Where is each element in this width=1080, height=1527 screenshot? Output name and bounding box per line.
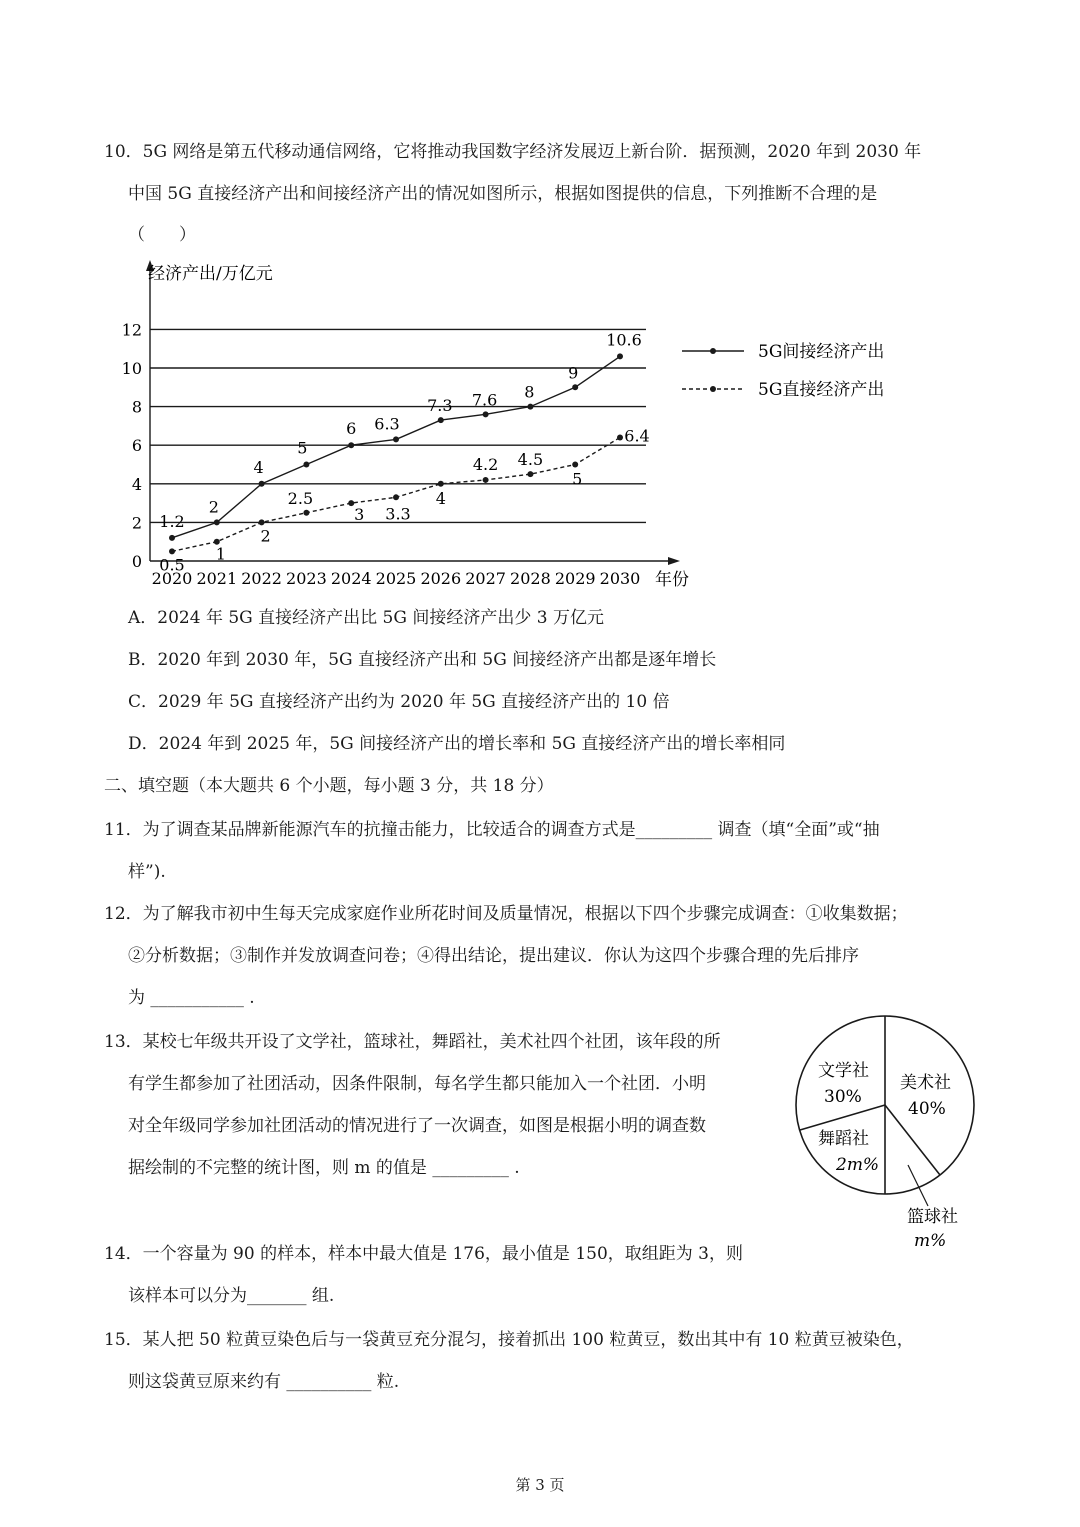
data-label: 4.5 [517, 450, 544, 470]
q10-option-a: A．2024 年 5G 直接经济产出比 5G 间接经济产出少 3 万亿元 [128, 608, 604, 628]
q13-line2: 有学生都参加了社团活动，因条件限制，每名学生都只能加入一个社团．小明 [128, 1074, 706, 1094]
q10-answer-paren: （ ） [128, 225, 196, 245]
data-point [259, 481, 265, 487]
chart-x-axis-label: 年份 [655, 570, 689, 590]
data-label: 2.5 [287, 488, 314, 508]
data-point [483, 477, 489, 483]
data-label: 6.4 [624, 426, 650, 446]
data-point [617, 353, 623, 359]
data-label: 1.2 [159, 511, 185, 531]
data-label: 0.5 [159, 555, 185, 575]
pie-value-art: 40% [908, 1099, 946, 1119]
q13-line4: 据绘制的不完整的统计图，则 m 的值是 _________ . [128, 1158, 520, 1178]
data-point [617, 434, 623, 440]
x-tick-label: 2025 [375, 569, 417, 588]
data-point [572, 384, 578, 390]
pie-value-dance: 2m% [836, 1155, 880, 1175]
q11-line2: 样”). [128, 862, 166, 882]
data-point [303, 462, 309, 468]
data-point [527, 471, 533, 477]
data-label: 2 [260, 526, 271, 546]
data-point [438, 481, 444, 487]
y-tick-label: 8 [131, 397, 142, 417]
pie-chart [790, 1010, 990, 1255]
y-tick-label: 6 [131, 436, 142, 456]
data-label: 6 [346, 419, 357, 439]
x-tick-label: 2029 [554, 569, 596, 588]
pie-leader-line [908, 1165, 928, 1206]
y-tick-label: 12 [121, 320, 142, 340]
data-label: 4.2 [472, 454, 499, 474]
data-point [483, 411, 489, 417]
q10-line2: 中国 5G 直接经济产出和间接经济产出的情况如图所示，根据如图提供的信息，下列推断不合理的是 [128, 184, 878, 204]
q13-line1: 13．某校七年级共开设了文学社，篮球社，舞蹈社，美术社四个社团，该年段的所 [104, 1032, 721, 1052]
data-label: 4 [435, 488, 446, 508]
q12-line3: 为 ___________ . [128, 988, 255, 1008]
data-point [572, 462, 578, 468]
q14-line2: 该样本可以分为_______ 组. [128, 1286, 335, 1306]
data-point [169, 548, 175, 554]
data-label: 7.6 [471, 390, 498, 410]
pie-label-literature: 文学社 [818, 1061, 869, 1081]
legend-label: 5G间接经济产出 [758, 342, 885, 362]
data-point [214, 519, 220, 525]
x-tick-label: 2030 [599, 569, 641, 588]
data-label: 2 [208, 497, 219, 517]
x-tick-label: 2022 [241, 569, 282, 588]
q10-line1: 10．5G 网络是第五代移动通信网络，它将推动我国数字经济发展迈上新台阶．据预测，2020 年到 2030 年 [104, 142, 922, 162]
pie-label-basketball: 篮球社 [907, 1207, 958, 1227]
legend-marker [710, 348, 716, 354]
q14-line1: 14．一个容量为 90 的样本，样本中最大值是 176，最小值是 150，取组距为 3，则 [104, 1244, 743, 1264]
pie-label-dance: 舞蹈社 [818, 1129, 869, 1149]
q15-line1: 15．某人把 50 粒黄豆染色后与一袋黄豆充分混匀，接着抓出 100 粒黄豆，数出其中有 10 粒黄豆被染色， [104, 1330, 914, 1350]
x-tick-label: 2021 [196, 569, 238, 588]
data-label: 4 [253, 457, 264, 477]
x-tick-label: 2024 [330, 569, 372, 588]
y-tick-label: 10 [121, 359, 142, 378]
data-point [393, 494, 399, 500]
pie-divider [800, 1105, 885, 1130]
data-label: 8 [524, 382, 535, 402]
q10-option-c: C．2029 年 5G 直接经济产出约为 2020 年 5G 直接经济产出的 10 倍 [128, 692, 670, 712]
q10-option-d: D．2024 年到 2025 年，5G 间接经济产出的增长率和 5G 直接经济产出的增长率相同 [128, 734, 786, 754]
data-label: 9 [568, 363, 579, 383]
pie-label-art: 美术社 [900, 1073, 951, 1093]
q13-line3: 对全年级同学参加社团活动的情况进行了一次调查，如图是根据小明的调查数 [128, 1116, 706, 1136]
data-label: 6.3 [374, 414, 400, 434]
chart-gridlines [122, 320, 646, 571]
pie-value-basketball: m% [914, 1231, 947, 1251]
data-label: 5 [297, 438, 308, 458]
q15-line2: 则这袋黄豆原来约有 __________ 粒. [128, 1372, 400, 1392]
q11-line1: 11．为了调查某品牌新能源汽车的抗撞击能力，比较适合的调查方式是_________ 调查（填“全面”或“抽 [104, 820, 880, 840]
chart-legend [682, 342, 884, 400]
chart-axes [146, 260, 680, 588]
q12-line1: 12．为了解我市初中生每天完成家庭作业所花时间及质量情况，根据以下四个步骤完成调查：①收集数据； [104, 904, 908, 924]
section-heading: 二、填空题（本大题共 6 个小题，每小题 3 分，共 18 分） [104, 776, 554, 796]
data-label: 10.6 [606, 330, 642, 350]
pie-value-literature: 30% [824, 1087, 862, 1107]
y-tick-label: 4 [131, 474, 142, 494]
x-tick-label: 2027 [465, 569, 506, 588]
data-label: 1 [215, 544, 226, 564]
y-tick-label: 2 [131, 513, 142, 533]
data-label: 3.3 [385, 504, 411, 524]
chart-series [159, 330, 649, 574]
data-label: 7.3 [427, 396, 453, 416]
x-tick-label: 2028 [510, 569, 551, 588]
chart-y-axis-label: 经济产出/万亿元 [148, 264, 273, 284]
data-point [169, 535, 175, 541]
page-number: 第 3 页 [515, 1476, 565, 1494]
q10-option-b: B．2020 年到 2030 年，5G 直接经济产出和 5G 间接经济产出都是逐年增长 [128, 650, 717, 670]
data-point [259, 519, 265, 525]
data-point [527, 404, 533, 410]
data-point [438, 417, 444, 423]
data-label: 3 [354, 505, 365, 525]
legend-label: 5G直接经济产出 [758, 380, 885, 400]
x-tick-label: 2026 [420, 569, 462, 588]
legend-marker [710, 386, 716, 392]
x-tick-label: 2020 [151, 569, 193, 588]
y-tick-label: 0 [131, 552, 142, 571]
data-point [303, 510, 309, 516]
data-point [348, 442, 354, 448]
x-axis-arrow [668, 557, 680, 565]
line-chart [120, 255, 920, 595]
data-label: 5 [572, 469, 583, 489]
data-point [393, 436, 399, 442]
x-tick-label: 2023 [286, 569, 327, 588]
q12-line2: ②分析数据；③制作并发放调查问卷；④得出结论，提出建议．你认为这四个步骤合理的先后排序 [128, 946, 859, 966]
